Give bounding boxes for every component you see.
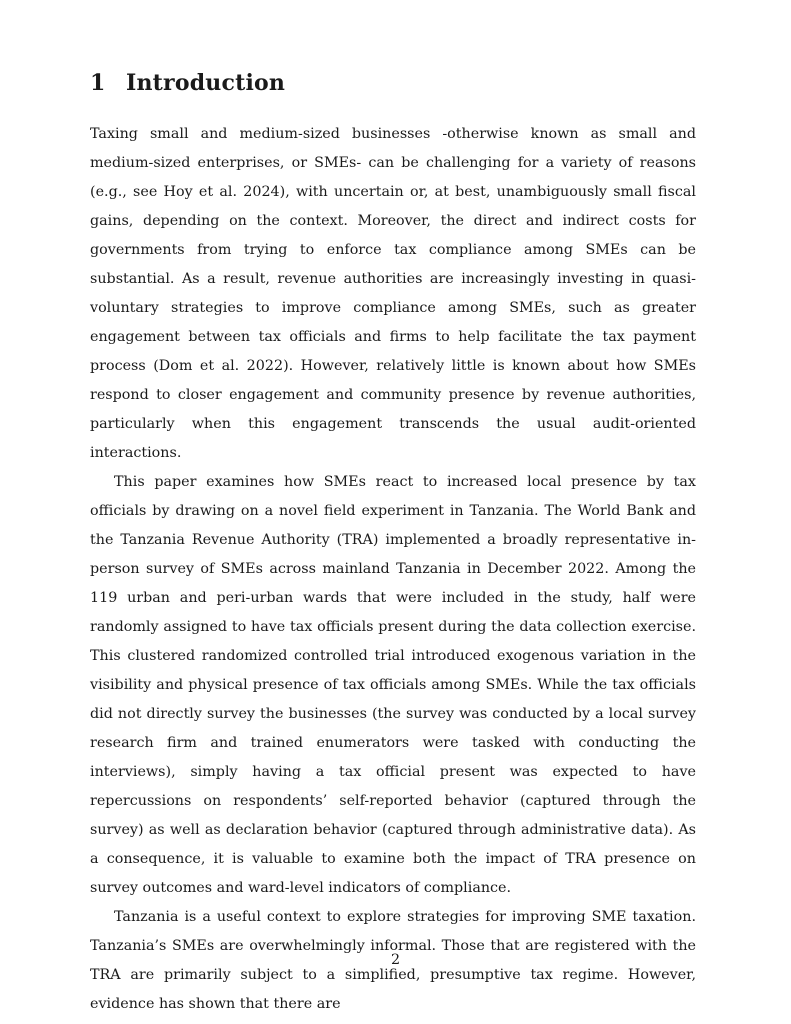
paragraph-2: This paper examines how SMEs react to increased local presence by tax officials by drawing on a novel field experiment in Tanzania. The World Bank and the Tanzania Revenue Authority (TRA) implemented a broadly representative in-person survey of SMEs across mainland Tanzania in December 2022. Among the 119 urban and peri-urban wards that were included in the study, half were randomly assigned to have tax officials present during the data collection exercise. This clustered randomized controlled trial introduced exogenous variation in the visibility and physical presence of tax officials among SMEs. While the tax officials did not directly survey the businesses (the survey was conducted by a local survey research firm and trained enumerators were tasked with conducting the interviews), simply having a tax official present was expected to have repercussions on respondents’ self-reported behavior (captured through the survey) as well as declaration behavior (captured through administrative data). As a consequence, it is valuable to examine both the impact of TRA presence on survey outcomes and ward-level indicators of compliance.: [90, 474, 696, 896]
section-title: Introduction: [126, 70, 286, 96]
section-heading: [90, 70, 285, 96]
section-number: 1: [90, 70, 106, 96]
body-text: [90, 120, 696, 1019]
page-number: 2: [390, 952, 401, 968]
paragraph-3: Tanzania is a useful context to explore strategies for improving SME taxation. Tanzania’s SMEs are overwhelmingly informal. Those that are registered with the TRA are primarily subject to a simplified, presumptive tax regime. However, evidence has shown that there are: [90, 909, 696, 1012]
paragraph-1: Taxing small and medium-sized businesses -otherwise known as small and medium-sized enterprises, or SMEs- can be challenging for a variety of reasons (e.g., see Hoy et al. 2024), with uncertain or, at best, unambiguously small fiscal gains, depending on the context. Moreover, the direct and indirect costs for governments from trying to enforce tax compliance among SMEs can be substantial. As a result, revenue authorities are increasingly investing in quasi-voluntary strategies to improve compliance among SMEs, such as greater engagement between tax officials and firms to help facilitate the tax payment process (Dom et al. 2022). However, relatively little is known about how SMEs respond to closer engagement and community presence by revenue authorities, particularly when this engagement transcends the usual audit-oriented interactions.: [90, 126, 696, 461]
